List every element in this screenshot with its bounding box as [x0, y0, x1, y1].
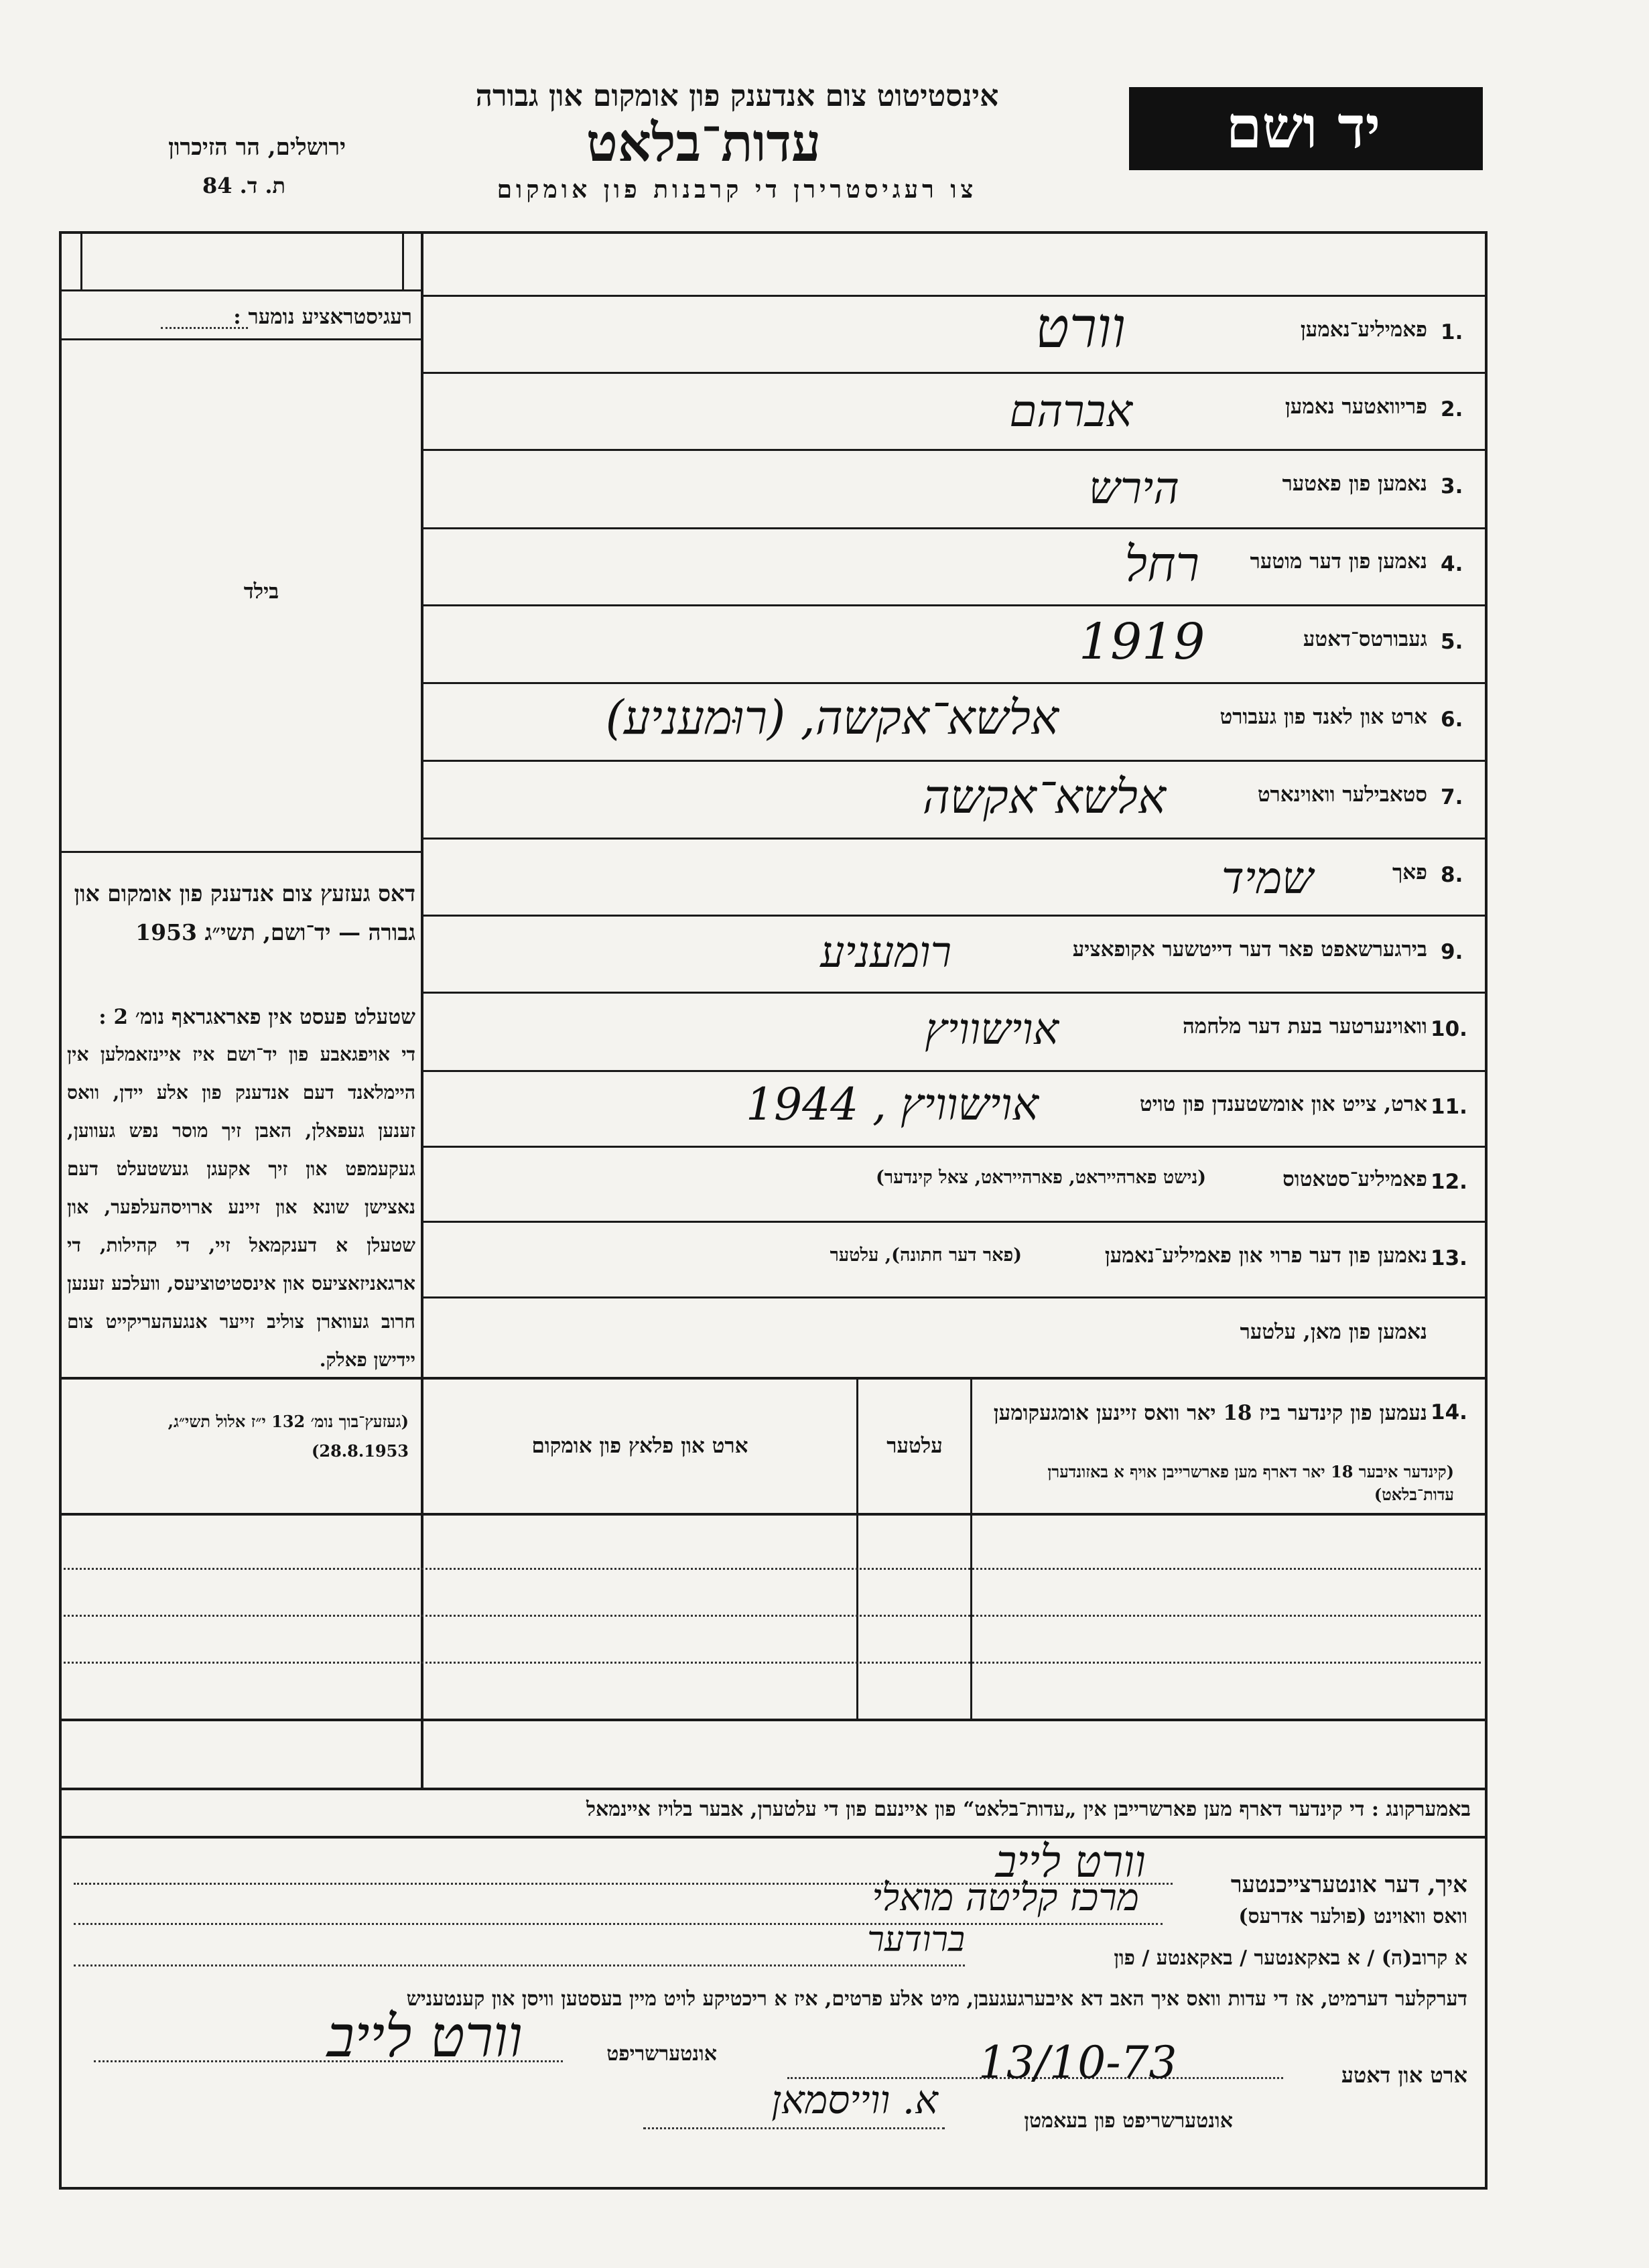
registration-number-label: רעגיסטראציע נומער :: [233, 305, 412, 329]
institute-address: ירושלים, הר הזיכרון: [168, 134, 346, 161]
field-label: פריוואטער נאמען: [1284, 395, 1427, 419]
field-number: 1.: [1441, 320, 1463, 344]
relation-value[interactable]: ברודער: [867, 1920, 965, 1960]
field-label: פאמיליע־סטאטוס: [1282, 1167, 1427, 1191]
field-label: נאמען פון דער פרוי און פאמיליע־נאמען: [1104, 1244, 1427, 1268]
institute-name: אינסטיטוט צום אנדענק פון אומקום און גבורה: [475, 79, 999, 113]
field-value[interactable]: אלשא־אקשה, (רוּמעניע): [605, 690, 1059, 745]
field-number: 11.: [1431, 1095, 1467, 1119]
place-date-label: ארט און דאטע: [1341, 2062, 1467, 2088]
field-label: נאמען פון דער מוטער: [1250, 549, 1427, 574]
field-sublabel: (פאר דער חתונה), עלטער: [830, 1245, 1022, 1266]
field-number: 5.: [1441, 630, 1463, 654]
undersigned-label: איך, דער אונטערצייכנטער: [1230, 1871, 1467, 1898]
address-value[interactable]: מרכז קליטה מואלי: [872, 1876, 1139, 1920]
official-signature-line: [643, 2127, 945, 2129]
field-label: פאך: [1392, 860, 1427, 884]
column-header-place: ארט און פלאץ פון אומקום: [531, 1434, 748, 1458]
field-value[interactable]: הירש: [1088, 462, 1179, 514]
husband-label: נאמען פון מאן, עלטער: [1240, 1320, 1427, 1344]
field-number: 4.: [1441, 552, 1463, 576]
field-value[interactable]: 1919: [1079, 613, 1205, 671]
children-table-note: (קינדער איבער 18 יאר דארף מען פארשרייבן אויף א באזונדערן עדות־בלאט): [1047, 1462, 1454, 1504]
field-number: 6.: [1441, 708, 1463, 732]
column-header-age: עלטער: [886, 1434, 943, 1458]
children-table-title: נעמען פון קינדער ביז 18 יאר וואס זיינען אומגעקומען: [993, 1401, 1427, 1425]
declaration-text: דערקלער דערמיט, אז די עדות וואס איך האב דא איבערגעגעבן, מיט אלע פרטים, איז א ריכטיקע לויט מיין בעסטען וויסן און קענטעניש: [406, 1987, 1467, 2011]
address-line: [74, 1923, 1163, 1925]
field-number: 7.: [1441, 785, 1463, 809]
field-number: 10.: [1431, 1017, 1467, 1041]
field-value[interactable]: אברהם: [1009, 385, 1132, 437]
field-label: ארט און לאנד פון געבורט: [1219, 705, 1427, 729]
law-paragraph-label: שטעלט פעסט אין פאראגראף נומ׳ 2 :: [98, 1005, 415, 1029]
field-value[interactable]: אוישוויץ: [925, 1005, 1059, 1055]
field-number: 9.: [1441, 940, 1463, 964]
field-number: 14.: [1431, 1400, 1467, 1424]
photo-label: בילד: [243, 580, 279, 604]
official-signature-label: אונטערשריפט פון בעאמטן: [1024, 2109, 1233, 2133]
field-value[interactable]: רומעניע: [820, 928, 951, 978]
logo-text: יד ושם: [1226, 94, 1381, 161]
signature-value[interactable]: וורט לייב: [326, 2003, 523, 2070]
remark-text: באמערקונג : די קינדער דארף מען פארשרייבן אין „עדות־בלאט“ פון איינעם פון די עלטערן, אבער בלויז איינמאל: [586, 1798, 1471, 1821]
field-number: 2.: [1441, 397, 1463, 421]
field-value[interactable]: רחל: [1124, 536, 1199, 592]
field-value[interactable]: אוישוויץ , 1944: [746, 1079, 1039, 1130]
field-label: געבורטס־דאטע: [1303, 627, 1427, 651]
law-text: די אויפגאבע פון יד־ושם איז איינזאמלען אין היימלאנד דעם אנדענק פון אלע יידן, וואס זענען געפאלן, האבן זיך מוסר נפש געווען, געקעמפט און זיך אקעגן געשטעלט דעם נאצישן שונא און זיינע ארויסהעלפער, און שטעלן א דענקמאל זיי, די קהילות, די ארגאניזאציעס און אינסטיטוציעס, וועלכע זענען חרוב געווארן צוליב זייער אנגעהעריקייט צום יידישן פאלק.: [67, 1043, 415, 1371]
relation-label: א קרוב(ה) / א באקאנטער / באקאנטע / פון: [1114, 1946, 1467, 1970]
place-date-value[interactable]: 13/10-73: [978, 2037, 1177, 2088]
relation-line: [74, 1964, 965, 1966]
field-value[interactable]: שמיד: [1221, 852, 1313, 904]
field-sublabel: (נישט פארהייראט, פארהייראט, צאל קינדער): [876, 1167, 1206, 1188]
signature-label: אונטערשריפט: [606, 2042, 717, 2066]
field-number: 3.: [1441, 474, 1463, 498]
field-label: פאמיליע־נאמען: [1300, 318, 1427, 342]
field-number: 13.: [1431, 1246, 1467, 1270]
registration-number-field[interactable]: [161, 327, 248, 329]
law-title: דאס געזעץ צום אנדענק פון אומקום און גבורה — יד־ושם, תשי״ג 1953: [74, 880, 415, 945]
po-box: ת. ד. 84: [202, 173, 285, 198]
official-signature-value[interactable]: א. ווייסמאן: [771, 2077, 938, 2123]
address-label: וואס וואוינט (פולער אדרעס): [1238, 1905, 1467, 1928]
field-value[interactable]: וורט: [1035, 295, 1126, 360]
field-value[interactable]: אלשא־אקשה: [922, 769, 1166, 824]
field-label: בירגערשאפט פאר דער דייטשער אקופאציע: [1072, 937, 1427, 961]
field-label: סטאבילער וואוינארט: [1257, 783, 1427, 807]
undersigned-value[interactable]: וורט לייב: [995, 1836, 1146, 1887]
field-label: וואוינערטער בעת דער מלחמה: [1182, 1014, 1427, 1039]
form-subtitle: צו רעגיסטרירן די קרבנות פון אומקום: [497, 176, 978, 204]
law-citation: (געזעץ־בוך נומ׳ 132 י״ז אלול תשי״ג, 28.8.1953): [168, 1412, 409, 1461]
field-number: 8.: [1441, 863, 1463, 887]
form-title: עדות־בלאט: [586, 113, 821, 174]
field-label: נאמען פון פאטער: [1282, 472, 1427, 496]
field-label: ארט, צייט און אומשטענדן פון טויט: [1139, 1092, 1427, 1116]
field-number: 12.: [1431, 1170, 1467, 1194]
